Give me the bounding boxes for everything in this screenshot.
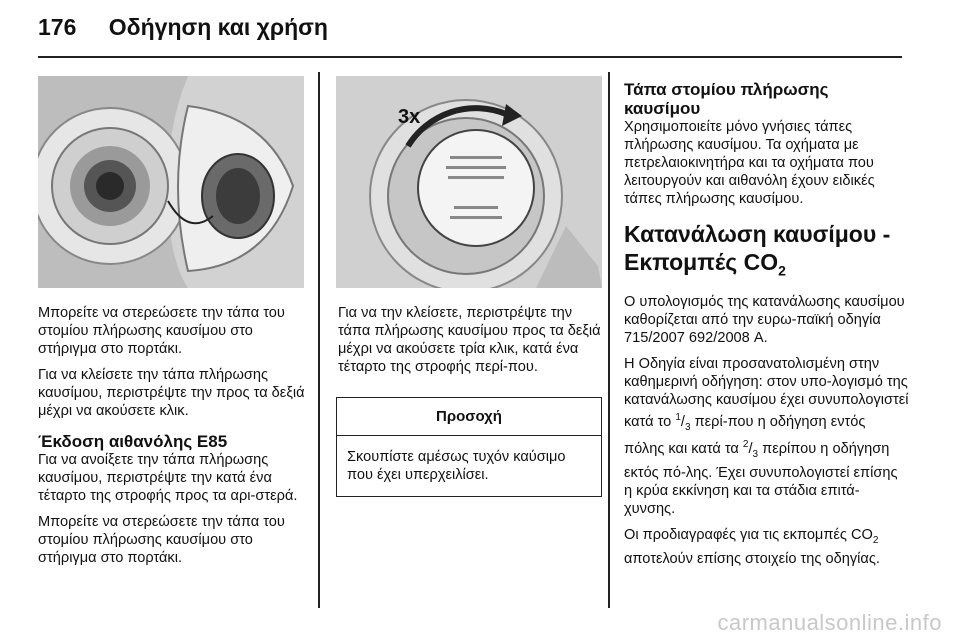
page-title: Οδήγηση και χρήση	[108, 14, 328, 40]
paragraph: Για να ανοίξετε την τάπα πλήρωσης καυσίμου, περιστρέψτε την κατά ένα τέταρτο της στροφής προς τα αρι-στερά.	[38, 452, 298, 504]
paragraph: Μπορείτε να στερεώσετε την τάπα του στομίου πλήρωσης καυσίμου στο στήριγμα στο πορτάκι.	[38, 305, 285, 357]
column-2	[338, 304, 602, 384]
section-heading-e85: Έκδοση αιθανόλης E85	[38, 432, 228, 451]
paragraph: Για να κλείσετε την τάπα πλήρωσης καυσίμου, περιστρέψτε την προς τα δεξιά μέχρι να ακούσετε κλικ.	[38, 367, 305, 419]
paragraph: Οι προδιαγραφές για τις εκπομπές $CO_2$ αποτελούν επίσης στοιχείο της οδηγίας.	[624, 527, 880, 568]
caution-box	[336, 397, 602, 497]
column-1	[38, 304, 310, 575]
section-heading-fuel-cap: Τάπα στομίου πλήρωσης καυσίμου	[624, 80, 829, 118]
column-divider-left	[318, 72, 320, 608]
fuel-cap-holder-image	[38, 76, 304, 288]
paragraph: Μπορείτε να στερεώσετε την τάπα του στομίου πλήρωσης καυσίμου στο στήριγμα στο πορτάκι.	[38, 514, 285, 566]
paragraph: Ο υπολογισμός της κατανάλωσης καυσίμου καθορίζεται από την ευρω-παϊκή οδηγία 715/2007 692/2008 A.	[624, 293, 905, 346]
page-header	[38, 14, 328, 41]
fuel-cap-close-image	[336, 76, 602, 288]
caution-text: Σκουπίστε αμέσως τυχόν καύσιμο που έχει υπερχειλίσει.	[347, 449, 566, 483]
paragraph: Η Οδηγία είναι προσανατολισμένη στην καθημερινή οδήγηση: στον υπο-λογισμό της κατανάλωσης καυσίμου έχει συνυπολογιστεί κατά το $^1/_3$ περί-που η οδήγηση εντός πόλης και κατά τα $^2/_3$ περίπου η οδήγηση εκτός πό-λης. Έχει συνυπολογιστεί επίσης η κρύα εκκίνηση και τα στάδια επιτά-χυνσης.	[624, 355, 909, 518]
watermark: carmanualsonline.info	[717, 610, 942, 635]
section-heading-fuel-consumption: Κατανάλωση καυσίμου - Εκπομπές $CO_2$	[624, 221, 891, 279]
rotation-count-label: 3x	[398, 106, 421, 128]
page-number: 176	[38, 14, 77, 40]
paragraph: Χρησιμοποιείτε μόνο γνήσιες τάπες πλήρωσης καυσίμου. Τα οχήματα με πετρελαιοκινητήρα και τα οχήματα που λειτουργούν και αιθανόλη έχουν ειδικές τάπες πλήρωσης καυσίμου.	[624, 119, 875, 207]
column-divider-right	[608, 72, 610, 608]
paragraph: Για να την κλείσετε, περιστρέψτε την τάπα πλήρωσης καυσίμου προς τα δεξιά μέχρι να ακούσετε τρία κλικ, κατά ένα τέταρτο της στροφής περί-που.	[338, 305, 601, 375]
header-rule	[38, 56, 902, 58]
column-3	[624, 80, 909, 576]
caution-title: Προσοχή	[337, 398, 601, 436]
